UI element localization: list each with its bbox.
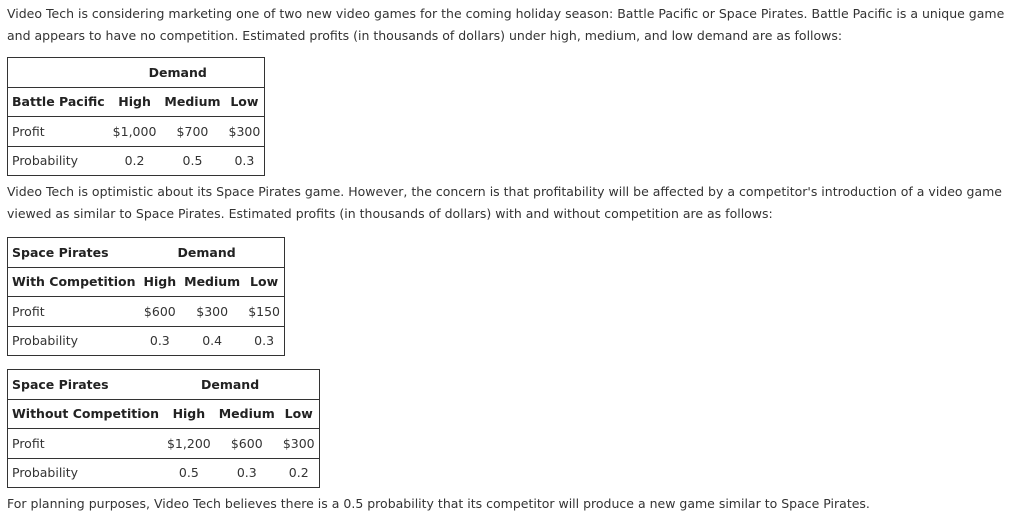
profit-medium: $300 <box>180 297 244 327</box>
probability-low: 0.3 <box>234 153 255 169</box>
probability-label: Probability <box>12 333 79 349</box>
space-pirates-without-competition-table <box>7 369 320 488</box>
table-title: Space Pirates <box>8 370 163 400</box>
table-header-row <box>8 370 320 400</box>
profit-label: Profit <box>8 117 109 147</box>
profit-row <box>8 297 285 327</box>
profit-high: $1,200 <box>163 429 215 459</box>
profit-medium: $600 <box>215 429 279 459</box>
profit-row <box>8 429 320 459</box>
demand-header: Demand <box>140 238 285 268</box>
probability-low: 0.3 <box>254 333 275 349</box>
profit-low: $150 <box>244 297 284 327</box>
probability-label: Probability <box>12 153 79 169</box>
probability-medium: 0.5 <box>182 153 203 169</box>
probability-row <box>8 146 265 176</box>
row-label: With Competition <box>8 267 140 297</box>
level-medium: Medium <box>180 267 244 297</box>
level-medium: Medium <box>215 399 279 429</box>
probability-medium: 0.3 <box>236 465 257 481</box>
intro-paragraph: Video Tech is considering marketing one of two new video games for the coming holiday season: Battle Pacific or Space Pirates. Battle Pacific is a unique game and appears to have no competition. Estimated profits (in thousands of dollars) under high, medium, and low demand are as follows: <box>7 6 1005 43</box>
profit-high: $1,000 <box>109 117 161 147</box>
probability-high: 0.5 <box>178 465 199 481</box>
probability-low: 0.2 <box>288 465 309 481</box>
table-header-row <box>8 58 265 88</box>
level-high: High <box>140 267 181 297</box>
closing-paragraph: For planning purposes, Video Tech believes there is a 0.5 probability that its competitor will produce a new game similar to Space Pirates. <box>7 496 870 511</box>
table-title-cell <box>8 58 109 88</box>
battle-pacific-table <box>7 57 265 176</box>
level-low: Low <box>279 399 319 429</box>
middle-paragraph: Video Tech is optimistic about its Space Pirates game. However, the concern is that profitability will be affected by a competitor's introduction of a video game viewed as similar to Space Pirates. Estimated profits (in thousands of dollars) with and without competition are as follows: <box>7 184 1002 221</box>
probability-high: 0.3 <box>149 333 170 349</box>
profit-low: $300 <box>279 429 319 459</box>
probability-row <box>8 326 285 356</box>
demand-header: Demand <box>109 58 265 88</box>
level-low: Low <box>225 87 265 117</box>
level-low: Low <box>244 267 284 297</box>
demand-levels-row <box>8 267 285 297</box>
profit-low: $300 <box>225 117 265 147</box>
profit-medium: $700 <box>160 117 224 147</box>
space-pirates-with-competition-table <box>7 237 285 356</box>
profit-high: $600 <box>140 297 181 327</box>
profit-label: Profit <box>8 297 140 327</box>
level-medium: Medium <box>160 87 224 117</box>
table-title: Space Pirates <box>8 238 140 268</box>
demand-levels-row <box>8 399 320 429</box>
probability-high: 0.2 <box>124 153 145 169</box>
probability-medium: 0.4 <box>202 333 223 349</box>
probability-label: Probability <box>12 465 79 481</box>
demand-levels-row <box>8 87 265 117</box>
row-label: Battle Pacific <box>8 87 109 117</box>
table-header-row <box>8 238 285 268</box>
probability-row <box>8 458 320 488</box>
profit-label: Profit <box>8 429 163 459</box>
profit-row <box>8 117 265 147</box>
level-high: High <box>109 87 161 117</box>
demand-header: Demand <box>163 370 319 400</box>
level-high: High <box>163 399 215 429</box>
row-label: Without Competition <box>8 399 163 429</box>
